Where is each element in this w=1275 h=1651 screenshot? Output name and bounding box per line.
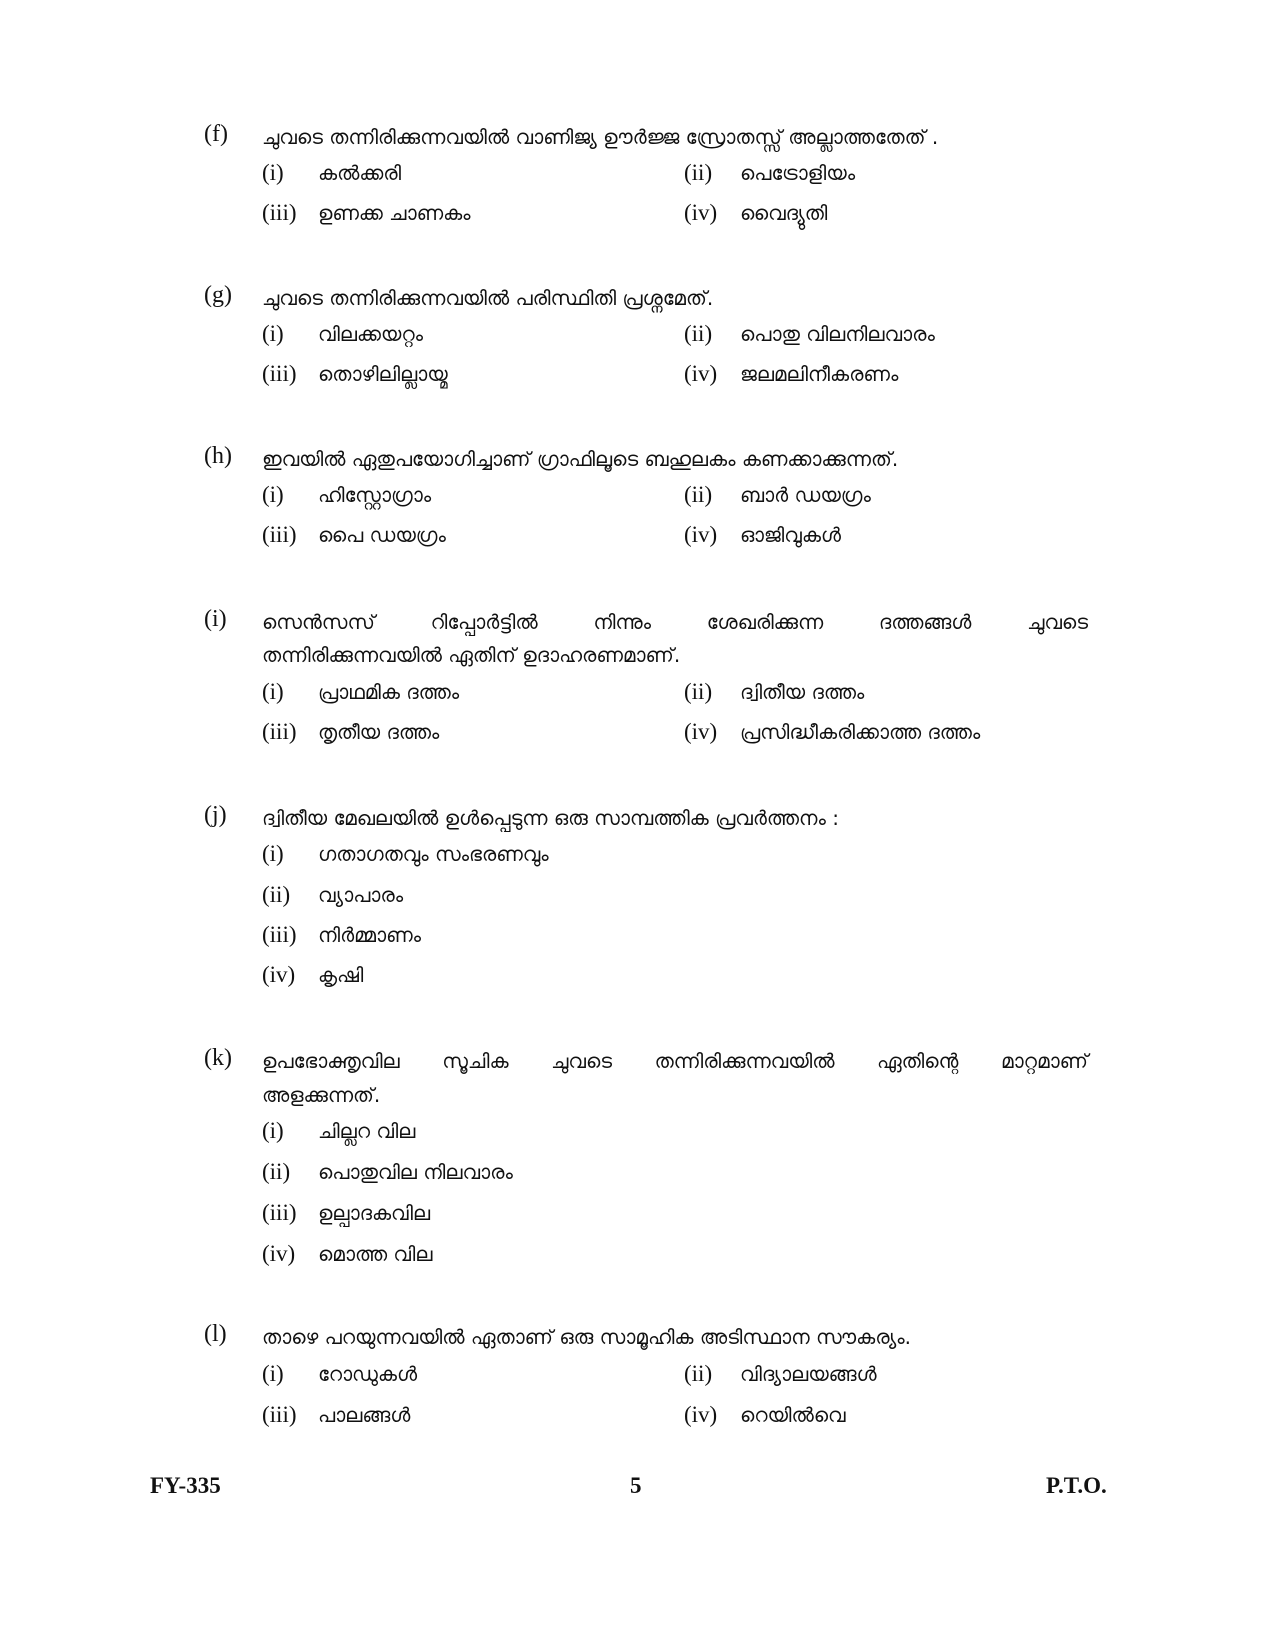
page-number: 5	[630, 1473, 642, 1498]
option-label: (iii)	[262, 361, 297, 386]
option-label: (ii)	[684, 1361, 713, 1386]
option-text: തൊഴിലില്ലായ്മ	[318, 362, 448, 386]
option-label: (i)	[262, 1118, 284, 1143]
option-text: വിദ്യാലയങ്ങൾ	[740, 1362, 877, 1386]
option-text: ഓജിവുകൾ	[740, 523, 841, 547]
option-label: (ii)	[262, 1159, 291, 1184]
question-text: ഇവയിൽ ഏതുപയോഗിച്ചാണ് ഗ്രാഫിലൂടെ ബഹുലകം കണക്കാക്കുന്നത്.	[262, 447, 899, 471]
option-label: (ii)	[684, 679, 713, 704]
pto-label: P.T.O.	[1046, 1473, 1107, 1498]
option-text: പൊതു വിലനിലവാരം	[740, 322, 935, 346]
option	[684, 719, 980, 745]
option-text: ഉണക്ക ചാണകം	[318, 201, 471, 225]
option-label: (i)	[262, 841, 284, 866]
option-label: (iii)	[262, 1200, 297, 1225]
option-label: (iv)	[684, 1402, 718, 1427]
option	[262, 719, 439, 745]
option-label: (ii)	[684, 321, 713, 346]
option	[262, 1402, 410, 1428]
question-text-line-2: അളക്കുന്നത്.	[262, 1083, 381, 1107]
option-text: നിർമ്മാണം	[318, 923, 421, 947]
option-label: (ii)	[262, 882, 291, 907]
option	[684, 679, 864, 705]
question-label: (l)	[204, 1321, 227, 1347]
option-label: (iii)	[262, 922, 297, 947]
option-label: (iv)	[684, 522, 718, 547]
option-label: (iii)	[262, 522, 297, 547]
option	[262, 922, 421, 948]
option	[262, 962, 363, 988]
option-text: തൃതീയ ദത്തം	[318, 720, 440, 744]
question-text: ചുവടെ തന്നിരിക്കുന്നവയിൽ വാണിജ്യ ഊർജ്ജ സ്രോതസ്സ് അല്ലാത്തതേത് .	[262, 125, 939, 149]
option-text: വ്യാപാരം	[318, 883, 404, 907]
question-label: (i)	[204, 606, 227, 632]
option	[684, 321, 935, 347]
option	[262, 160, 401, 186]
question-text: ദ്വിതീയ മേഖലയിൽ ഉൾപ്പെടുന്ന ഒരു സാമ്പത്തിക പ്രവർത്തനം :	[262, 806, 839, 830]
option-label: (iv)	[684, 200, 718, 225]
option-text: പൈ ഡയഗ്രം	[318, 523, 446, 547]
option-label: (iv)	[684, 719, 718, 744]
option	[262, 882, 403, 908]
option-label: (ii)	[684, 482, 713, 507]
option-label: (iii)	[262, 200, 297, 225]
option-text: മൊത്ത വില	[318, 1242, 433, 1266]
option-label: (ii)	[684, 160, 713, 185]
option	[684, 482, 871, 508]
option-text: ഹിസ്റ്റോഗ്രാം	[318, 483, 432, 507]
option	[684, 1361, 877, 1387]
option	[262, 522, 446, 548]
option	[262, 1241, 432, 1267]
option-text: റോഡുകൾ	[318, 1362, 418, 1386]
option	[262, 200, 471, 226]
option-label: (i)	[262, 482, 284, 507]
question-label: (h)	[204, 443, 232, 469]
option-label: (i)	[262, 1361, 284, 1386]
question-text-line-1: ഉപഭോക്തൃവില സൂചിക ചുവടെ തന്നിരിക്കുന്നവയിൽ ഏതിന്റെ മാറ്റമാണ്	[262, 1049, 1088, 1073]
option-text: ദ്വിതീയ ദത്തം	[740, 680, 865, 704]
question-text-line-2: തന്നിരിക്കുന്നവയിൽ ഏതിന് ഉദാഹരണമാണ്.	[262, 643, 681, 667]
option-text: ചില്ലറ വില	[318, 1119, 416, 1143]
option-label: (i)	[262, 160, 284, 185]
option	[262, 361, 448, 387]
option	[262, 1200, 430, 1226]
option-text: പൊതുവില നിലവാരം	[318, 1160, 513, 1184]
option-text: ബാർ ഡയഗ്രം	[740, 483, 871, 507]
question-text-line-1: സെൻസസ് റിപ്പോർട്ടിൽ നിന്നും ശേഖരിക്കുന്ന ദത്തങ്ങൾ ചുവടെ	[262, 610, 1088, 634]
option-text: ഉല്പാദകവില	[318, 1201, 431, 1225]
option	[262, 321, 423, 347]
question-text: താഴെ പറയുന്നവയിൽ ഏതാണ് ഒരു സാമൂഹിക അടിസ്ഥാന സൗകര്യം.	[262, 1325, 912, 1349]
option	[684, 522, 841, 548]
option-label: (iii)	[262, 1402, 297, 1427]
option	[684, 1402, 846, 1428]
option-text: പാലങ്ങൾ	[318, 1403, 411, 1427]
option-text: കൽക്കരി	[318, 161, 402, 185]
option	[262, 1361, 417, 1387]
option-label: (iv)	[262, 962, 296, 987]
option-label: (iv)	[262, 1241, 296, 1266]
option	[262, 1118, 415, 1144]
question-label: (j)	[204, 802, 227, 828]
option	[262, 482, 431, 508]
option	[262, 841, 549, 867]
option-text: പെട്രോളിയം	[740, 161, 856, 185]
option-text: ജലമലിനീകരണം	[740, 362, 899, 386]
option-label: (i)	[262, 321, 284, 346]
option-text: വൈദ്യുതി	[740, 201, 828, 225]
option	[684, 361, 898, 387]
option	[262, 679, 459, 705]
option	[684, 160, 855, 186]
option-label: (i)	[262, 679, 284, 704]
option	[262, 1159, 513, 1185]
question-label: (g)	[204, 282, 232, 308]
option-text: പ്രാഥമിക ദത്തം	[318, 680, 460, 704]
option	[684, 200, 827, 226]
paper-code: FY-335	[150, 1473, 221, 1498]
question-label: (f)	[204, 121, 228, 147]
option-text: ഗതാഗതവും സംഭരണവും	[318, 842, 549, 866]
question-text: ചുവടെ തന്നിരിക്കുന്നവയിൽ പരിസ്ഥിതി പ്രശ്നമേത്.	[262, 286, 714, 310]
option-text: പ്രസിദ്ധീകരിക്കാത്ത ദത്തം	[740, 720, 981, 744]
option-label: (iv)	[684, 361, 718, 386]
option-text: വിലക്കയറ്റം	[318, 322, 424, 346]
question-label: (k)	[204, 1045, 232, 1071]
option-text: റെയിൽവെ	[740, 1403, 846, 1427]
option-label: (iii)	[262, 719, 297, 744]
option-text: കൃഷി	[318, 963, 364, 987]
